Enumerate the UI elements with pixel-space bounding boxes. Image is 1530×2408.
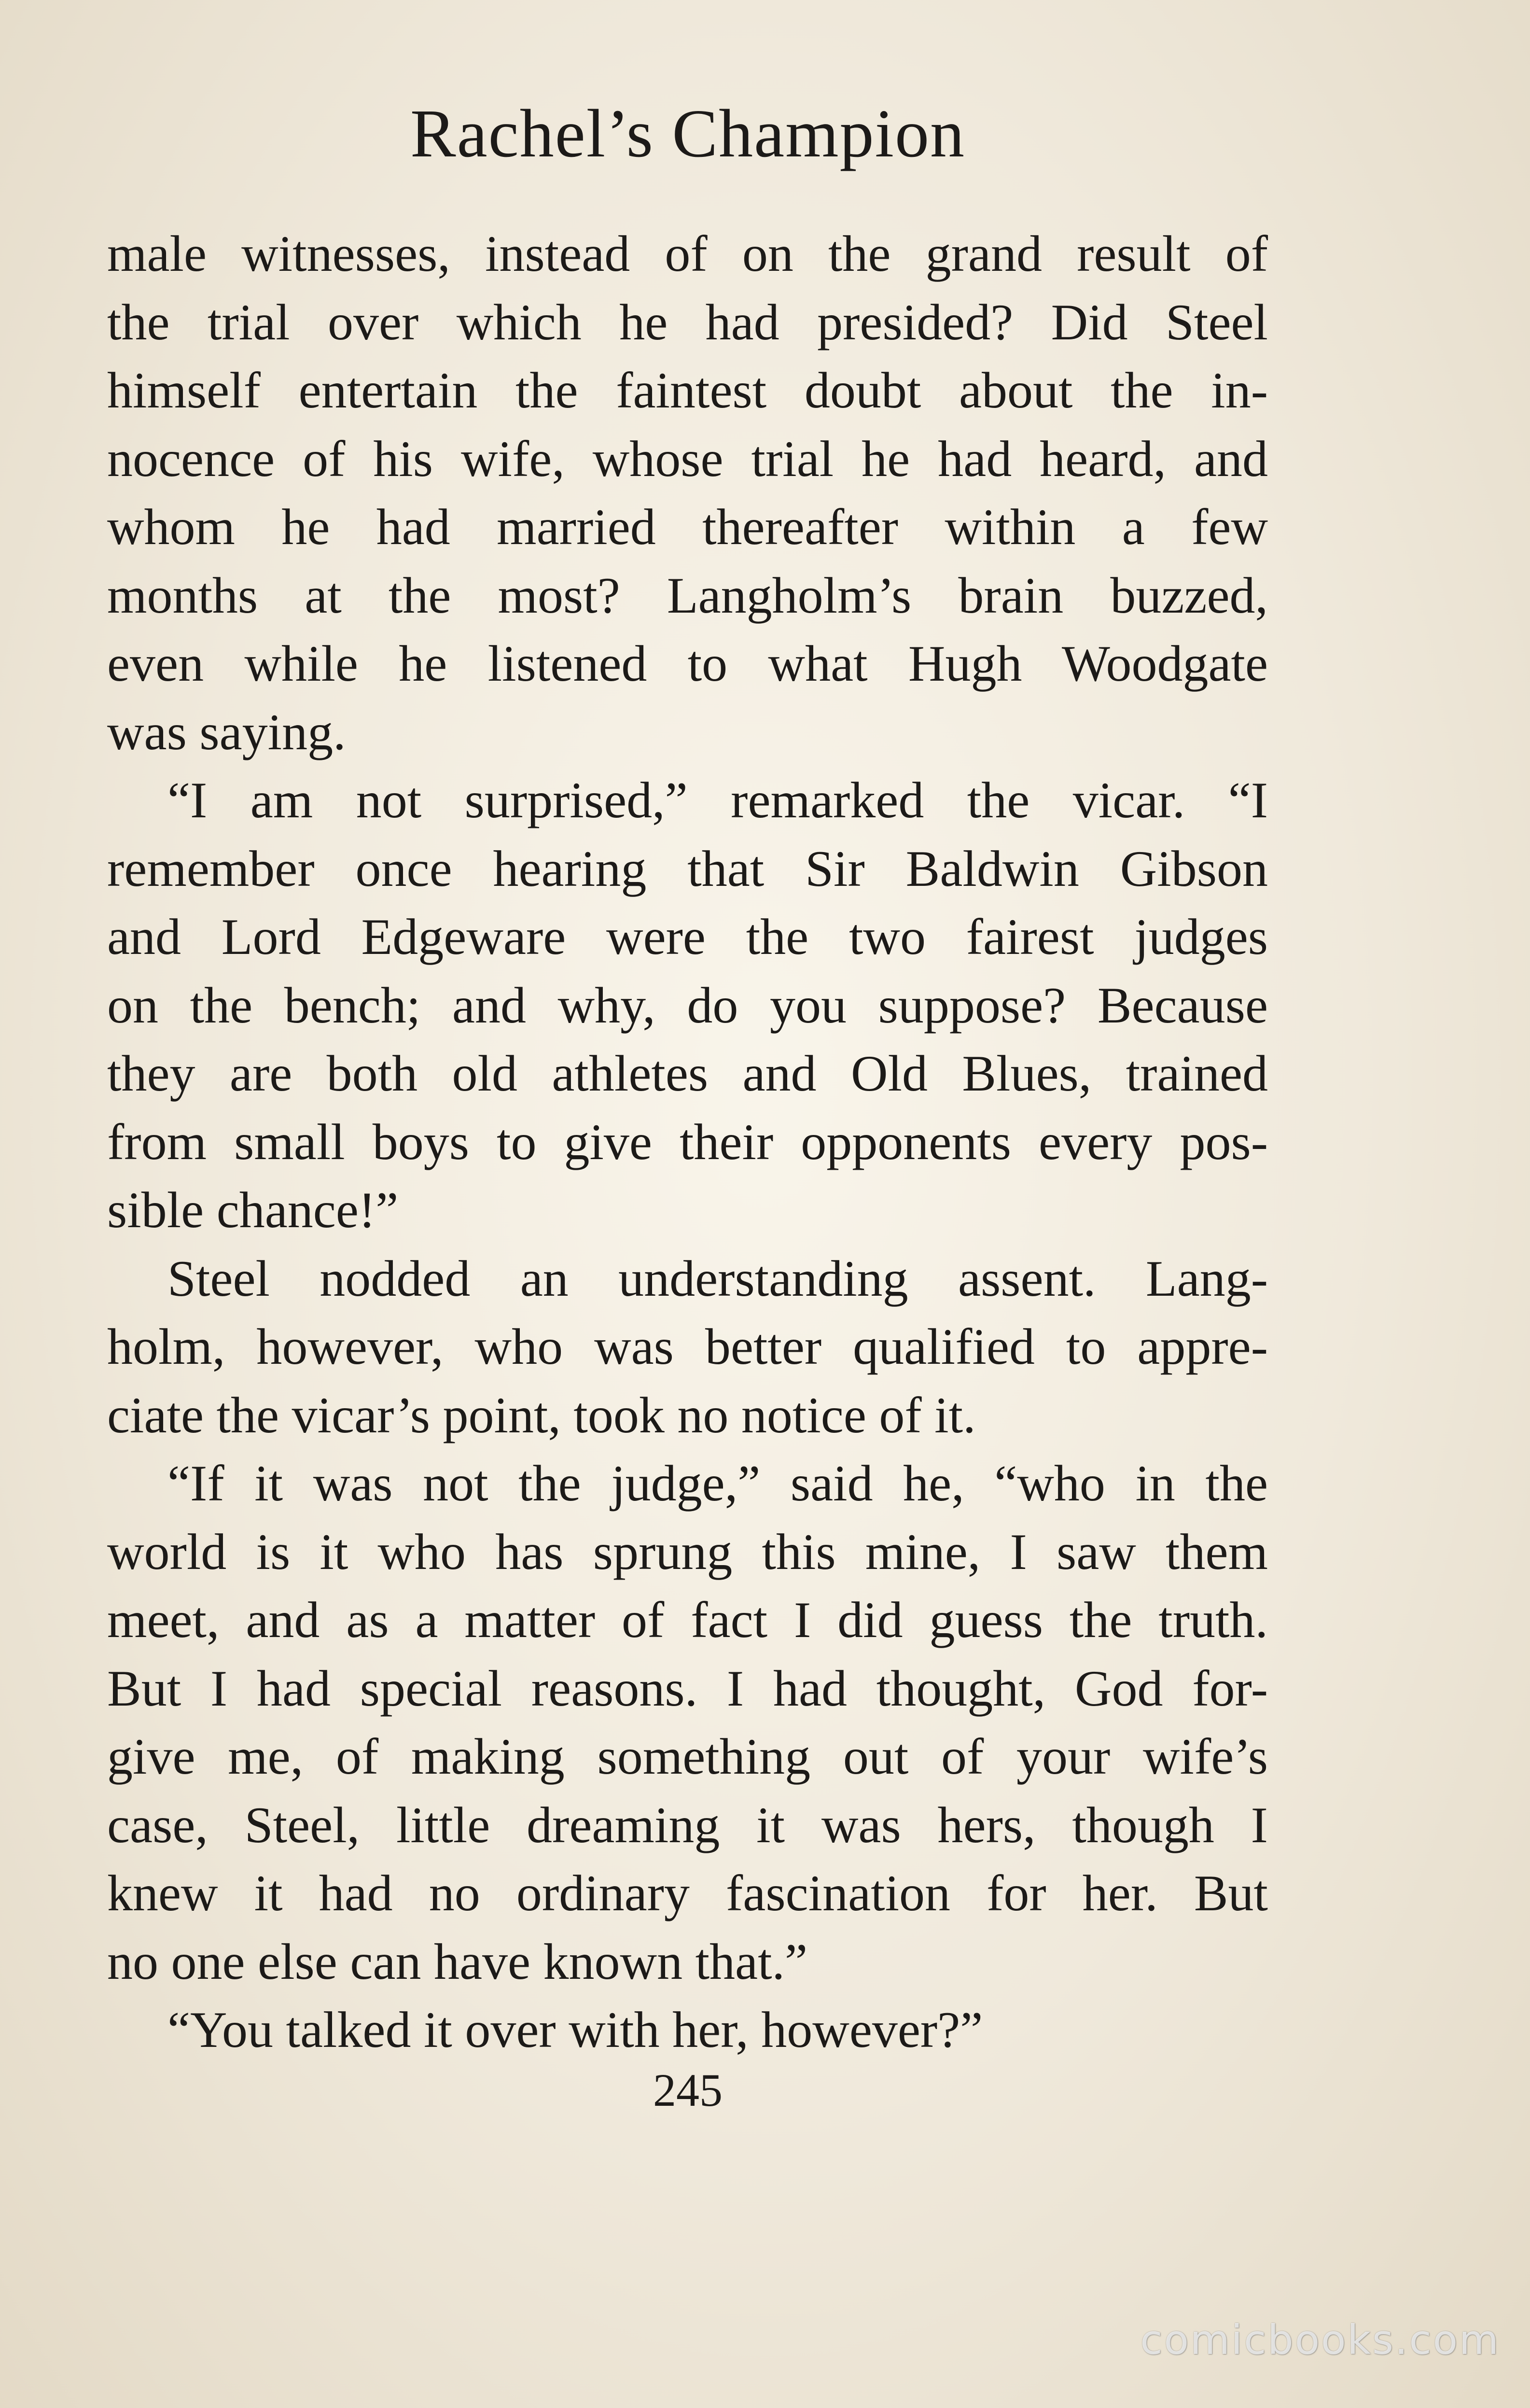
text-line: himself entertain the faintest doubt about the in- (107, 362, 1268, 419)
page-number: 245 (653, 2064, 723, 2116)
text-line: male witnesses, instead of on the grand result of (107, 225, 1268, 282)
text-line: “You talked it over with her, however?” (167, 2002, 983, 2058)
watermark-logo: comicbooks.com (1140, 2316, 1500, 2364)
text-line: remember once hearing that Sir Baldwin Gibson (107, 840, 1268, 897)
text-line: was saying. (107, 703, 346, 760)
text-line: meet, and as a matter of fact I did guess the truth. (107, 1592, 1268, 1648)
text-line: even while he listened to what Hugh Woodgate (107, 635, 1268, 692)
text-line: nocence of his wife, whose trial he had heard, and (107, 430, 1268, 487)
running-title: Rachel’s Champion (410, 95, 966, 171)
text-line: knew it had no ordinary fascination for her. But (107, 1865, 1268, 1921)
text-line: world is it who has sprung this mine, I saw them (107, 1523, 1268, 1580)
body-text (107, 220, 1268, 2064)
text-line: and Lord Edgeware were the two fairest judges (107, 909, 1268, 965)
text-line: whom he had married thereafter within a few (107, 499, 1268, 555)
text-line: on the bench; and why, do you suppose? Because (107, 977, 1268, 1034)
text-line: from small boys to give their opponents every pos- (107, 1113, 1268, 1170)
text-line: ciate the vicar’s point, took no notice of it. (107, 1386, 976, 1443)
text-line: “If it was not the judge,” said he, “who in the (167, 1455, 1268, 1512)
text-line: But I had special reasons. I had thought, God for- (107, 1660, 1268, 1717)
text-line: holm, however, who was better qualified to appre- (107, 1318, 1268, 1375)
text-line: sible chance!” (107, 1182, 399, 1238)
text-line: give me, of making something out of your wife’s (107, 1728, 1268, 1785)
text-line: Steel nodded an understanding assent. Lang- (167, 1250, 1268, 1307)
text-line: they are both old athletes and Old Blues, trained (107, 1045, 1268, 1102)
text-line: “I am not surprised,” remarked the vicar. “I (167, 772, 1268, 828)
text-line: the trial over which he had presided? Did Steel (107, 294, 1268, 350)
text-line: case, Steel, little dreaming it was hers, though I (107, 1796, 1268, 1853)
text-line: months at the most? Langholm’s brain buzzed, (107, 567, 1268, 624)
text-line: no one else can have known that.” (107, 1933, 808, 1990)
